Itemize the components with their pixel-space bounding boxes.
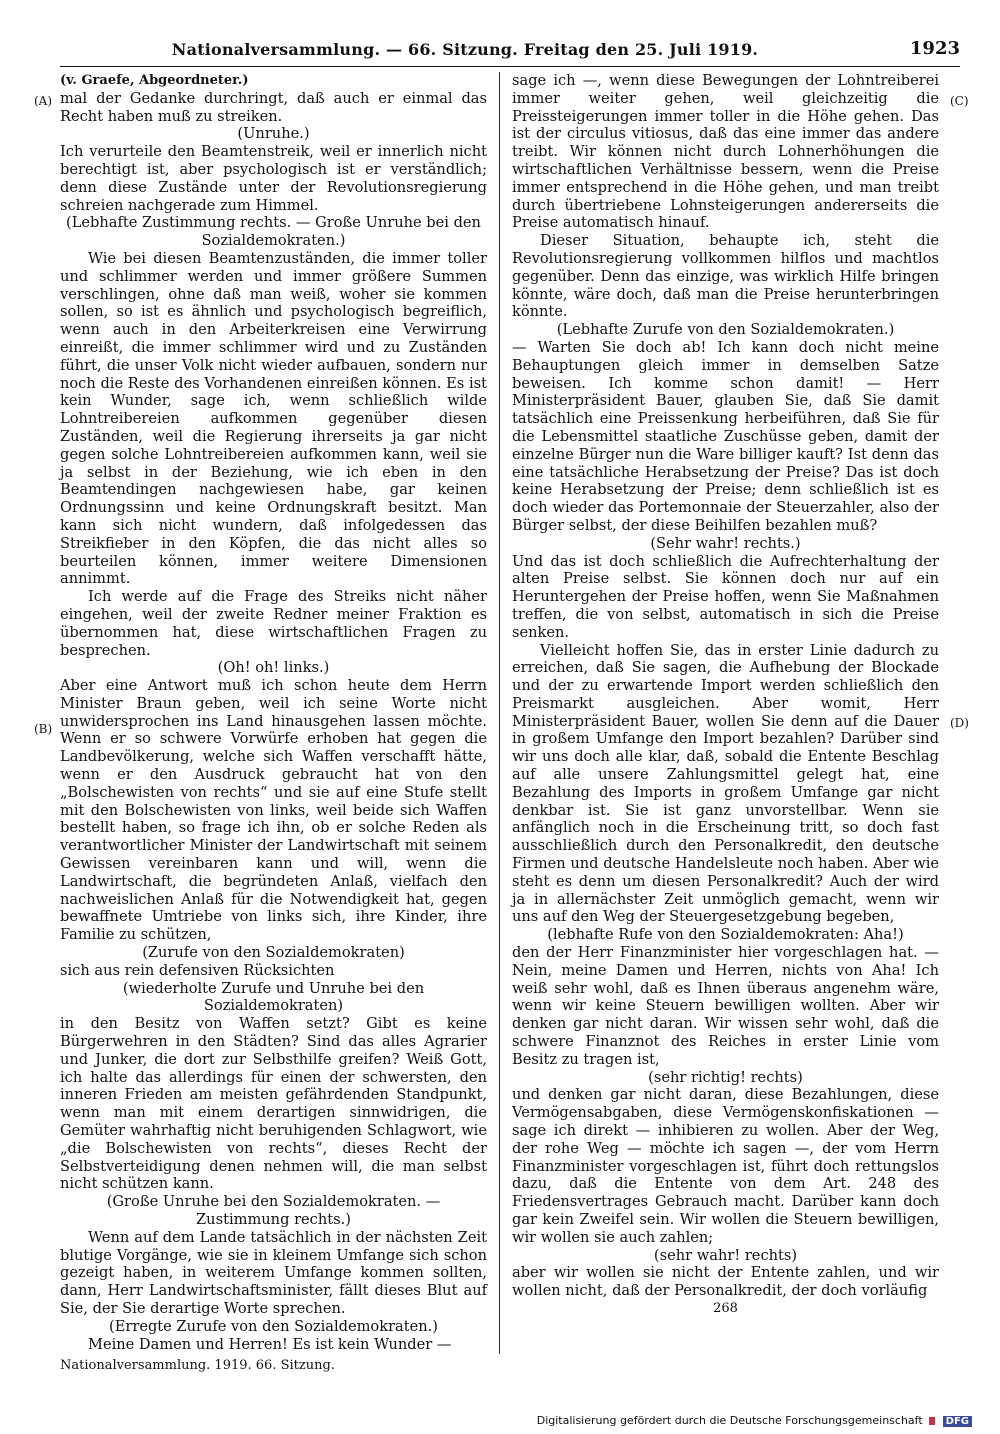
- margin-marker-b: (B): [34, 722, 53, 736]
- interjection: (Lebhafte Zustimmung rechts. — Große Unruhe bei den Sozialdemokraten.): [66, 214, 481, 250]
- interjection: (Oh! oh! links.): [217, 659, 330, 677]
- paragraph: Ich verurteile den Beamtenstreik, weil er innerlich nicht berechtigt ist, aber psychologisch ist er verständlich; denn diese Zustände unter der Revolutionsregierung schreien nachgerade zum Himmel.: [60, 143, 487, 214]
- paragraph: — Warten Sie doch ab! Ich kann doch nicht meine Behauptungen gleich immer in demselben Satze beweisen. Ich komme schon damit! — Herr Ministerpräsident Bauer, glauben Sie, daß Sie damit tatsächlich eine Preissenkung herbeiführen, daß Sie für die Lebensmittel staatliche Zuschüsse geben, damit der einzelne Bürger nun die Ware billiger kauft? Ist denn das eine tatsächliche Herabsetzung der Preise? Das ist doch keine Herabsetzung der Preise; denn schließlich ist es doch wieder das Portemonnaie der Steuerzahler, also der Bürger selbst, der diese Beihilfen bezahlen muß?: [512, 338, 939, 534]
- page-number: 1923: [909, 38, 960, 59]
- dfg-logo-icon: DFG: [943, 1416, 972, 1427]
- paragraph: Dieser Situation, behaupte ich, steht die Revolutionsregierung vollkommen hilflos und machtlos gegenüber. Denn das einzige, was wirklich Hilfe bringen könnte, wäre doch, daß man die Preise herunterbringen könnte.: [512, 232, 939, 321]
- paragraph: Aber eine Antwort muß ich schon heute dem Herrn Minister Braun geben, weil ich seine Worte nicht unwidersprochen ins Land hinausgehen lassen möchte. Wenn er so schwere Vorwürfe erhoben hat gegen die Landbevölkerung, welche sich Waffen verschafft hätte, wenn er den Ausdruck gebraucht hat von den „Bolschewisten von rechts“ und sie auf eine Stufe stellt mit den Bolschewisten von links, weil beide sich Waffen bestellt haben, so frage ich ihn, ob er solche Reden als verantwortlicher Minister der Landwirtschaft mit seinem Gewissen vereinbaren kann und will, wenn die Landwirtschaft, die begründeten Anlaß, vielfach den nachweislichen Anlaß für die Notwendigkeit hat, gegen bewaffnete Umtriebe von links sich, ihre Kinder, ihre Familie zu schützen,: [60, 677, 487, 944]
- logo-separator-icon: [929, 1417, 935, 1425]
- paragraph: in den Besitz von Waffen setzt? Gibt es keine Bürgerwehren in den Städten? Sind das alles Agrarier und Junker, die dort zur Selbsthilfe greifen? Weiß Gott, ich halte das allerdings für einen der schwersten, den inneren Frieden am meisten gefährdenden Standpunkt, wenn man mit einem derartigen sinnwidrigen, die Gemüter wahrhaftig nicht beruhigenden Schlagwort, wie „die Bolschewisten von rechts“, dieses Recht der Selbstverteidigung denen nehmen will, die man selbst nicht schützen kann.: [60, 1015, 487, 1193]
- interjection: (Große Unruhe bei den Sozialdemokraten. — Zustimmung rechts.): [106, 1193, 441, 1228]
- paragraph: Wie bei diesen Beamtenzuständen, die immer toller und schlimmer werden und immer größere Summen verschlingen, ohne daß man weiß, woher sie kommen sollen, so ist es ähnlich und psychologisch begreiflich, wenn auch in den Arbeiterkreisen eine Verwirrung einreißt, die immer schlimmer wird und zu Zuständen führt, die unser Volk nicht wieder aufbauen, sondern nur noch die Reste des Vorhandenen einreißen können. Es ist kein Wunder, sage ich, wenn schließlich wilde Lohntreibereien aufkommen gegenüber diesen Zuständen, weil die Regierung ihrerseits ja gar nicht gegen solche Lohntreibereien aufkommen kann, weil sie ja selbst in der Beziehung, wie ich eben in den Beamtendingen nachgewiesen habe, gar keinen Ordnungssinn und keine Ordnungskraft besitzt. Man kann sich nicht wundern, daß infolgedessen das Streikfieber in den Köpfen, die das nicht alles so beurteilen können, immer weitere Dimensionen annimmt.: [60, 249, 487, 588]
- interjection: (Zurufe von den Sozialdemokraten): [142, 944, 405, 962]
- credit-text: Digitalisierung gefördert durch die Deutsche Forschungsgemeinschaft: [536, 1414, 923, 1427]
- interjection: (Erregte Zurufe von den Sozialdemokraten.): [109, 1317, 438, 1335]
- interjection: (Unruhe.): [237, 125, 310, 143]
- interjection: (Sehr wahr! rechts.): [650, 534, 801, 552]
- column-divider: [499, 72, 500, 1354]
- paragraph: mal der Gedanke durchringt, daß auch er einmal das Recht haben muß zu streiken.: [60, 89, 487, 125]
- header-title: Nationalversammlung. — 66. Sitzung. Freitag den 25. Juli 1919.: [171, 40, 759, 59]
- margin-marker-a: (A): [34, 94, 53, 108]
- paragraph: Vielleicht hoffen Sie, das in erster Linie dadurch zu erreichen, daß Sie sagen, die Aufhebung der Blockade und der zu erwartende Import werden schließlich den Preismarkt ausgleichen. Aber womit, Herr Ministerpräsident Bauer, wollen Sie denn auf die Dauer in großem Umfange den Import bezahlen? Darüber sind wir uns doch alle klar, daß, sobald die Entente Beschlag auf alle unsere Zahlungsmittel gelegt hat, eine Bezahlung des Imports in großem Umfange gar nicht denkbar ist. Sie ist ganz unvorstellbar. Wenn sie anfänglich noch in die Erscheinung tritt, so doch fast ausschließlich durch den Personalkredit, den deutsche Firmen und deutsche Handelsleute noch haben. Aber wie steht es denn um diesen Personalkredit? Auch der wird ja in allernächster Zeit unmöglich gemacht, wenn wir uns auf den Weg der Steuergesetzgebung begeben,: [512, 641, 939, 926]
- paragraph: Ich werde auf die Frage des Streiks nicht näher eingehen, weil der zweite Redner meiner Fraktion es übernommen hat, diese wirtschaftlichen Fragen zu besprechen.: [60, 588, 487, 659]
- sheet-footer: Nationalversammlung. 1919. 66. Sitzung.: [60, 1358, 335, 1374]
- right-column: [512, 72, 939, 1318]
- paragraph: sich aus rein defensiven Rücksichten: [60, 961, 335, 979]
- interjection: (wiederholte Zurufe und Unruhe bei den Sozialdemokraten): [122, 979, 425, 1015]
- paragraph: Wenn auf dem Lande tatsächlich in der nächsten Zeit blutige Vorgänge, wie sie in kleinem Umfange sich schon gezeigt haben, in weiterem Umfange kommen sollten, dann, Herr Landwirtschaftsminister, fällt dieses Blut auf Sie, der Sie derartige Worte sprechen.: [60, 1228, 487, 1317]
- interjection: (Lebhafte Zurufe von den Sozialdemokraten.): [556, 321, 895, 339]
- interjection: (sehr richtig! rechts): [648, 1068, 803, 1086]
- margin-marker-c: (C): [950, 94, 969, 108]
- page-header: [60, 40, 960, 67]
- paragraph: und denken gar nicht daran, diese Bezahlungen, diese Vermögensabgaben, diese Vermögenskonfiskationen — sage ich direkt — inhibieren zu wollen. Aber der Weg, der rohe Weg — möchte ich sagen —, der vom Herrn Finanzminister vorgeschlagen ist, führt doch rettungslos dazu, daß die Entente von dem Art. 248 des Friedensvertrages Gebrauch macht. Darüber kann doch gar kein Zweifel sein. Wir wollen die Steuern bewilligen, wir wollen sie auch zahlen;: [512, 1086, 939, 1246]
- paragraph: Und das ist doch schließlich die Aufrechterhaltung der alten Preise selbst. Sie können doch nur auf ein Heruntergehen der Preise hoffen, wenn Sie Maßnahmen treffen, die von selbst, automatisch in sich die Preise senken.: [512, 552, 939, 641]
- digitization-credit: [537, 1414, 972, 1427]
- paragraph: sage ich —, wenn diese Bewegungen der Lohntreiberei immer weiter gehen, weil gleichzeitig die Preissteigerungen immer toller in die Höhe gehen. Das ist der circulus vitiosus, daß das eine immer das andere treibt. Wir können nicht durch Lohnerhöhungen die wirtschaftlichen Verhältnisse bessern, wenn die Preise immer entsprechend in die Höhe gehen, und man treibt durch übertriebene Lohnsteigerungen andererseits die Preise automatisch hinauf.: [512, 72, 939, 232]
- paragraph: aber wir wollen sie nicht der Entente zahlen, und wir wollen nicht, daß der Personalkredit, der doch vorläufig: [512, 1264, 939, 1300]
- interjection: (sehr wahr! rechts): [653, 1246, 798, 1264]
- interjection: (lebhafte Rufe von den Sozialdemokraten: Aha!): [547, 926, 904, 944]
- paragraph: Meine Damen und Herren! Es ist kein Wunder —: [88, 1335, 452, 1353]
- margin-marker-d: (D): [950, 716, 969, 730]
- left-column: [60, 72, 487, 1375]
- speaker-label: (v. Graefe, Abgeordneter.): [60, 73, 249, 88]
- paragraph: den der Herr Finanzminister hier vorgeschlagen hat. — Nein, meine Damen und Herren, nichts von Aha! Ich weiß sehr wohl, daß es Ihnen überaus angenehm wäre, wenn wir keine Steuern bewilligen wollten. Aber wir denken gar nicht daran. Wir wissen sehr wohl, daß die schwere Finanznot des Reiches in erster Linie vom Besitz zu tragen ist,: [512, 944, 939, 1068]
- sheet-number: 268: [713, 1300, 738, 1316]
